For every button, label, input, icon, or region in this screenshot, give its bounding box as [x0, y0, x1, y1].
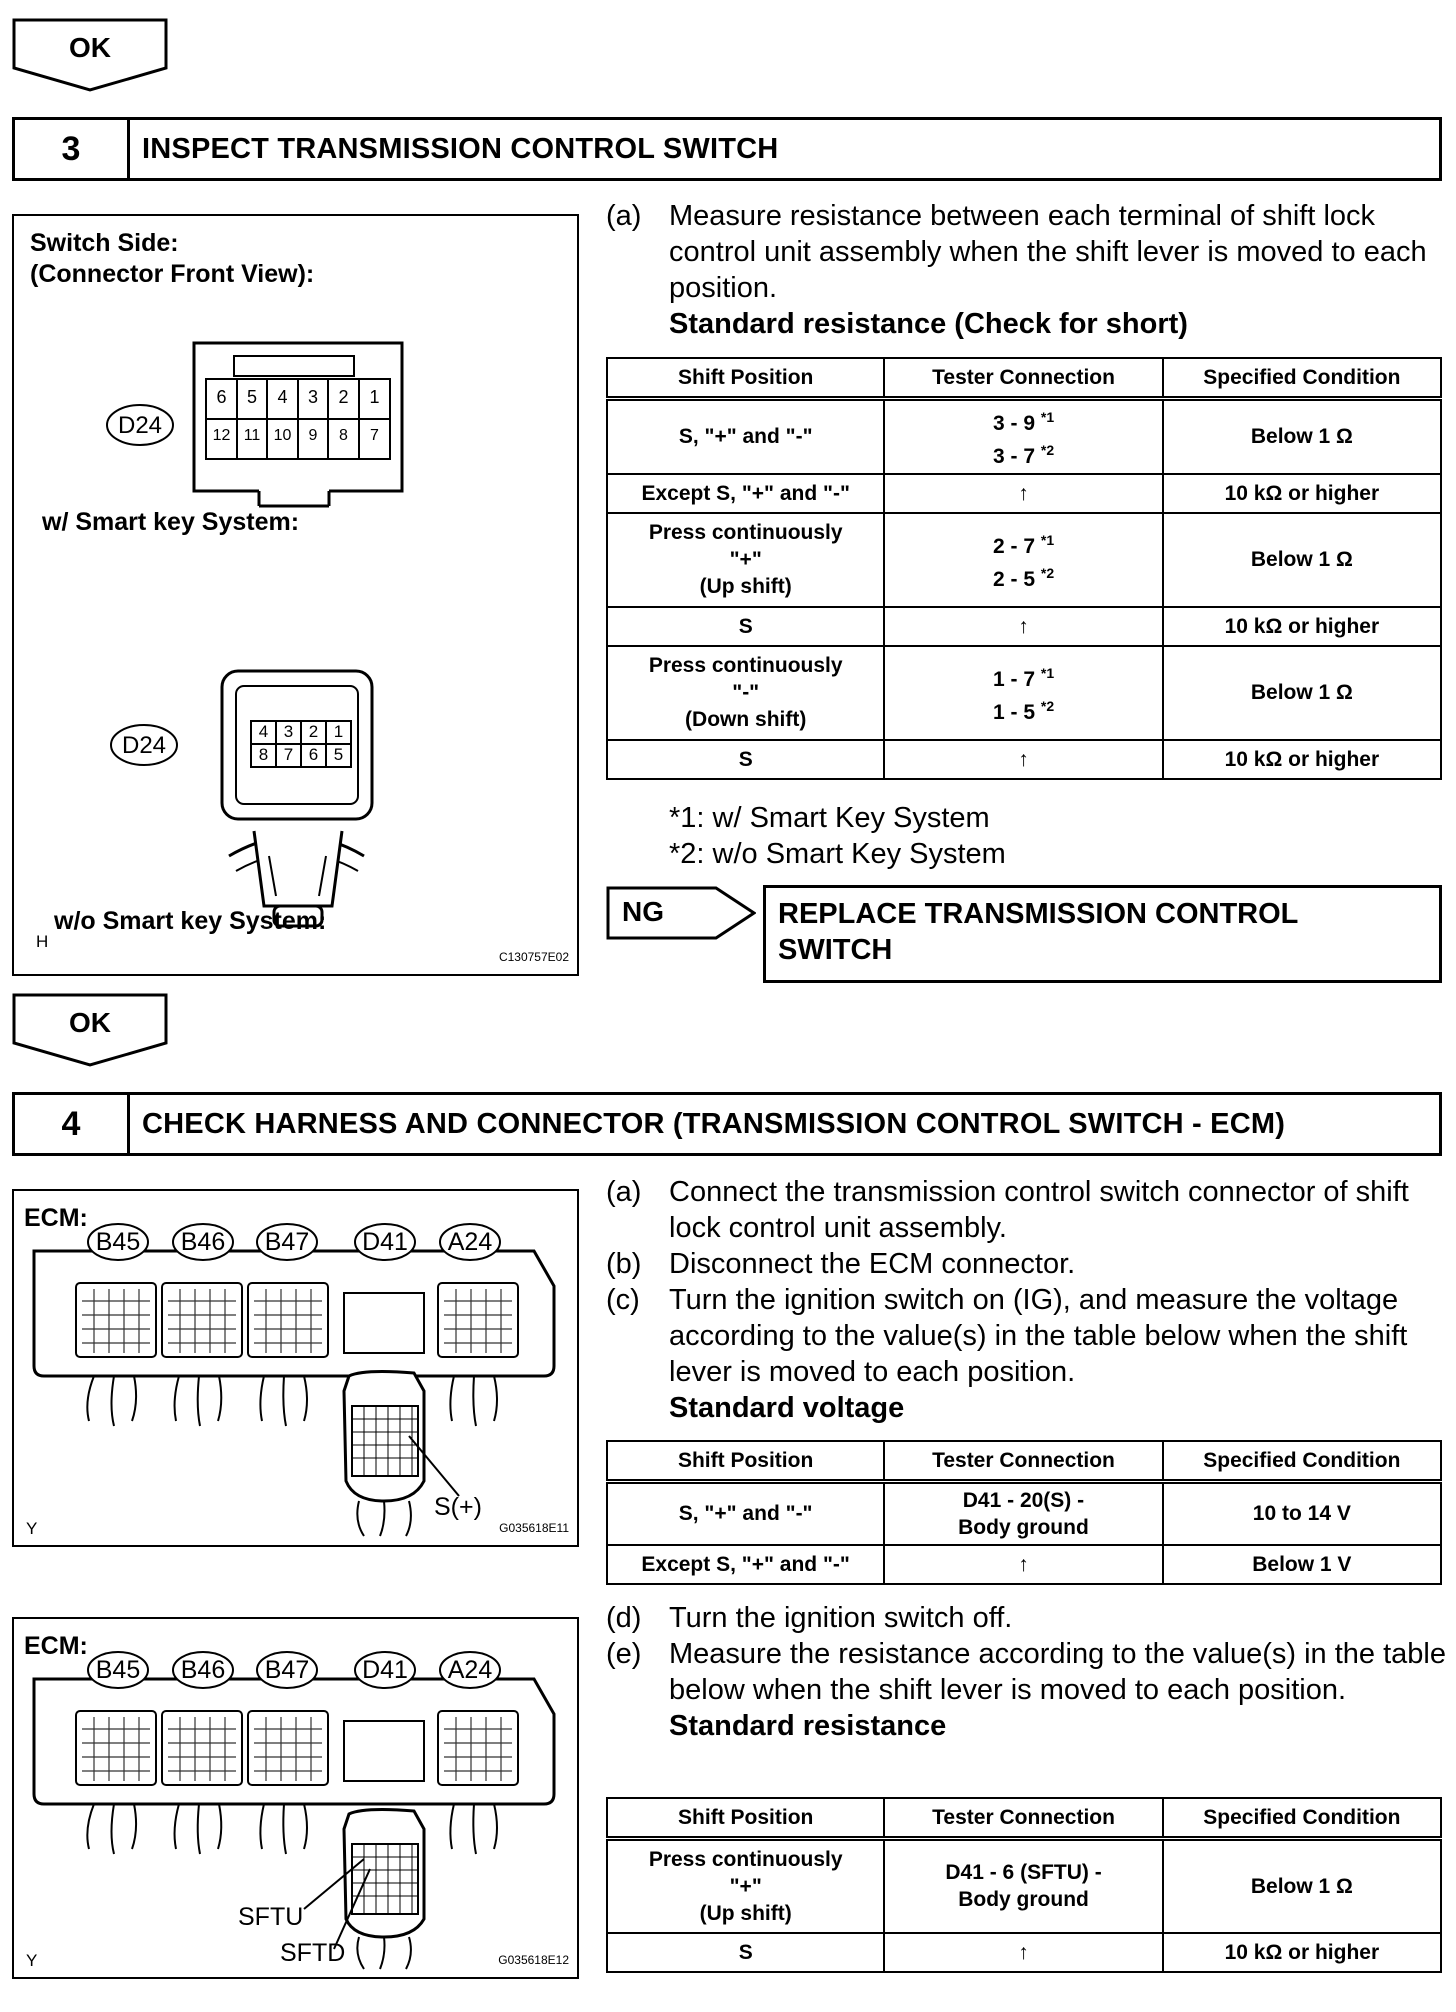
table-row — [607, 1933, 1441, 1972]
shift-position: S, "+" and "-" — [607, 399, 884, 474]
step-title: INSPECT TRANSMISSION CONTROL SWITCH — [142, 132, 779, 165]
column-header: Specified Condition — [1163, 358, 1441, 399]
pin-row-bottom — [206, 427, 390, 445]
pin-number: 7 — [370, 427, 379, 444]
ecm-figure-resistance — [12, 1617, 579, 1979]
ok-label: OK — [69, 1007, 111, 1038]
specified-condition: Below 1 Ω — [1163, 513, 1441, 607]
column-header: Specified Condition — [1163, 1441, 1441, 1482]
pin-number: 5 — [333, 745, 344, 764]
shift-position: Press continuously "+" (Up shift) — [607, 1839, 884, 1933]
instruction-text: Measure the resistance according to the value(s) in the table below when the shift lever is moved to each position. — [669, 1638, 1446, 1706]
step-4-instructions-1 — [606, 1174, 1446, 1426]
ng-action-line: SWITCH — [778, 934, 893, 966]
specified-condition: 10 kΩ or higher — [1163, 1933, 1441, 1972]
ecm-figure-voltage — [12, 1189, 579, 1547]
figure-code: G035618E11 — [499, 1521, 569, 1535]
column-header: Shift Position — [607, 358, 884, 399]
tester-connection: ↑ — [884, 740, 1162, 779]
tester-connection: ↑ — [884, 607, 1162, 646]
instruction-letter: (b) — [606, 1248, 642, 1280]
pin-number: 10 — [273, 427, 292, 444]
standard-label: Standard resistance (Check for short) — [669, 308, 1188, 340]
step-4-instructions-2 — [606, 1600, 1446, 1744]
specified-condition: Below 1 Ω — [1163, 399, 1441, 474]
footnote: *2: w/o Smart Key System — [669, 838, 1006, 870]
instruction-text: Measure resistance between each terminal of shift lock control unit assembly when the shift lever is moved to each position. — [669, 200, 1427, 304]
resistance-table-switch — [606, 357, 1442, 780]
figure-code: C130757E02 — [498, 950, 569, 964]
ecm-connector-tag: A24 — [447, 1656, 493, 1684]
instruction-text: Connect the transmission control switch connector of shift lock control unit assembly. — [669, 1176, 1409, 1244]
shift-position: S, "+" and "-" — [607, 1482, 884, 1545]
pin-number: 9 — [308, 427, 318, 444]
specified-condition: 10 kΩ or higher — [1163, 607, 1441, 646]
standard-label: Standard resistance — [669, 1710, 947, 1742]
column-header: Tester Connection — [884, 1798, 1162, 1839]
column-header: Specified Condition — [1163, 1798, 1441, 1839]
ecm-connector-tag: B45 — [95, 1228, 141, 1256]
corner-letter: Y — [26, 1519, 38, 1538]
shift-position: Press continuously "-" (Down shift) — [607, 646, 884, 740]
connector-id-tag: D24 — [121, 732, 167, 759]
tester-connection: ↑ — [884, 1545, 1162, 1584]
tester-connection: D41 - 20(S) - Body ground — [884, 1482, 1162, 1545]
ecm-connector-tag: A24 — [447, 1228, 493, 1256]
specified-condition: Below 1 V — [1163, 1545, 1441, 1584]
tester-connection: ↑ — [884, 1933, 1162, 1972]
pin-number: 5 — [246, 387, 257, 407]
pin-number: 12 — [212, 427, 231, 444]
instruction-letter: (e) — [606, 1638, 642, 1670]
tester-connection: ↑ — [884, 474, 1162, 513]
pin-number: 4 — [258, 722, 269, 741]
ecm-connector-tag: D41 — [362, 1656, 408, 1684]
connector-drawings — [14, 216, 577, 974]
pin-callout: SFTU — [238, 1903, 304, 1931]
voltage-table — [606, 1440, 1442, 1585]
tester-connection: 1 - 7 $^{*1}$ 1 - 5 $^{*2}$ — [884, 646, 1162, 740]
step-number: 3 — [15, 120, 130, 178]
step-3-header — [12, 117, 1442, 181]
footnotes — [669, 800, 1006, 872]
footnote: *1: w/ Smart Key System — [669, 802, 990, 834]
corner-letter: Y — [26, 1951, 38, 1970]
instruction-text: Turn the ignition switch on (IG), and measure the voltage according to the value(s) in the table below when the shift lever is moved to each position. — [669, 1284, 1408, 1388]
column-header: Tester Connection — [884, 1441, 1162, 1482]
specified-condition: 10 to 14 V — [1163, 1482, 1441, 1545]
table-row — [607, 1482, 1441, 1545]
specified-condition: 10 kΩ or higher — [1163, 474, 1441, 513]
with-smart-key-caption: w/ Smart key System: — [42, 508, 300, 536]
step-3-instruction — [606, 198, 1446, 342]
table-row — [607, 1545, 1441, 1584]
instruction-text: Turn the ignition switch off. — [669, 1602, 1013, 1634]
instruction-letter: (c) — [606, 1284, 640, 1316]
table-row — [607, 607, 1441, 646]
ecm-connector-tag: B46 — [180, 1656, 226, 1684]
table-row — [607, 740, 1441, 779]
pin-number: 8 — [339, 427, 348, 444]
tester-connection: 3 - 9 $^{*1}$ 3 - 7 $^{*2}$ — [884, 399, 1162, 474]
pin-number: 6 — [216, 387, 227, 407]
shift-position: Except S, "+" and "-" — [607, 1545, 884, 1584]
pin-callout: S(+) — [434, 1493, 482, 1521]
shift-position: Except S, "+" and "-" — [607, 474, 884, 513]
pin-number: 1 — [369, 387, 380, 407]
ecm-label: ECM: — [24, 1204, 88, 1232]
specified-condition: Below 1 Ω — [1163, 646, 1441, 740]
pin-number: 4 — [277, 387, 288, 407]
table-row — [607, 513, 1441, 607]
instruction-letter: (d) — [606, 1602, 642, 1634]
column-header: Tester Connection — [884, 358, 1162, 399]
pin-number: 2 — [338, 387, 349, 407]
corner-letter: H — [36, 932, 49, 951]
figure-code: G035618E12 — [498, 1953, 569, 1967]
instruction-text: Disconnect the ECM connector. — [669, 1248, 1076, 1280]
tester-connection: 2 - 7 $^{*1}$ 2 - 5 $^{*2}$ — [884, 513, 1162, 607]
pin-number: 3 — [283, 722, 294, 741]
column-header: Shift Position — [607, 1441, 884, 1482]
ecm-connector-tag: D41 — [362, 1228, 408, 1256]
ng-arrow — [606, 886, 756, 940]
ng-action-line: REPLACE TRANSMISSION CONTROL — [778, 898, 1299, 930]
ng-action-box — [763, 885, 1442, 983]
pin-number: 6 — [308, 745, 319, 764]
column-header: Shift Position — [607, 1798, 884, 1839]
instruction-letter: (a) — [606, 1176, 642, 1208]
ecm-label: ECM: — [24, 1632, 88, 1660]
pin-number: 3 — [307, 387, 318, 407]
ecm-connector-tag: B45 — [95, 1656, 141, 1684]
resistance-table-ecm — [606, 1797, 1442, 1973]
shift-position: S — [607, 607, 884, 646]
standard-label: Standard voltage — [669, 1392, 905, 1424]
ok-label: OK — [69, 32, 111, 63]
step-number: 4 — [15, 1095, 130, 1153]
shift-position: S — [607, 740, 884, 779]
step-4-header — [12, 1092, 1442, 1156]
shift-position: Press continuously "+" (Up shift) — [607, 513, 884, 607]
ecm-connector-tag: B47 — [264, 1228, 310, 1256]
ecm-connector-tag: B46 — [180, 1228, 226, 1256]
instruction-letter: (a) — [606, 200, 642, 232]
pin-number: 1 — [333, 722, 344, 741]
without-smart-key-caption: w/o Smart key System: — [54, 907, 327, 935]
pin-row-top-small — [251, 722, 351, 742]
pin-row-top — [206, 387, 390, 408]
table-row — [607, 646, 1441, 740]
ok-arrow-2 — [12, 993, 168, 1067]
pin-number: 8 — [258, 745, 269, 764]
pin-row-bottom-small — [251, 745, 351, 765]
ecm-connector-tag: B47 — [264, 1656, 310, 1684]
specified-condition: 10 kΩ or higher — [1163, 740, 1441, 779]
ng-label: NG — [622, 896, 664, 927]
switch-connector-figure — [12, 214, 579, 976]
table-row — [607, 474, 1441, 513]
specified-condition: Below 1 Ω — [1163, 1839, 1441, 1933]
pin-callout: SFTD — [280, 1939, 346, 1967]
step-title: CHECK HARNESS AND CONNECTOR (TRANSMISSION CONTROL SWITCH - ECM) — [142, 1107, 1286, 1140]
table-row — [607, 399, 1441, 474]
pin-number: 7 — [283, 745, 294, 764]
pin-number: 2 — [308, 722, 319, 741]
table-row — [607, 1839, 1441, 1933]
pin-number: 11 — [243, 427, 261, 444]
ok-arrow-1 — [12, 18, 168, 92]
switch-side-label: Switch Side: — [30, 229, 179, 257]
connector-id-tag: D24 — [117, 412, 163, 439]
connector-front-label: (Connector Front View): — [30, 260, 315, 288]
shift-position: S — [607, 1933, 884, 1972]
tester-connection: D41 - 6 (SFTU) - Body ground — [884, 1839, 1162, 1933]
